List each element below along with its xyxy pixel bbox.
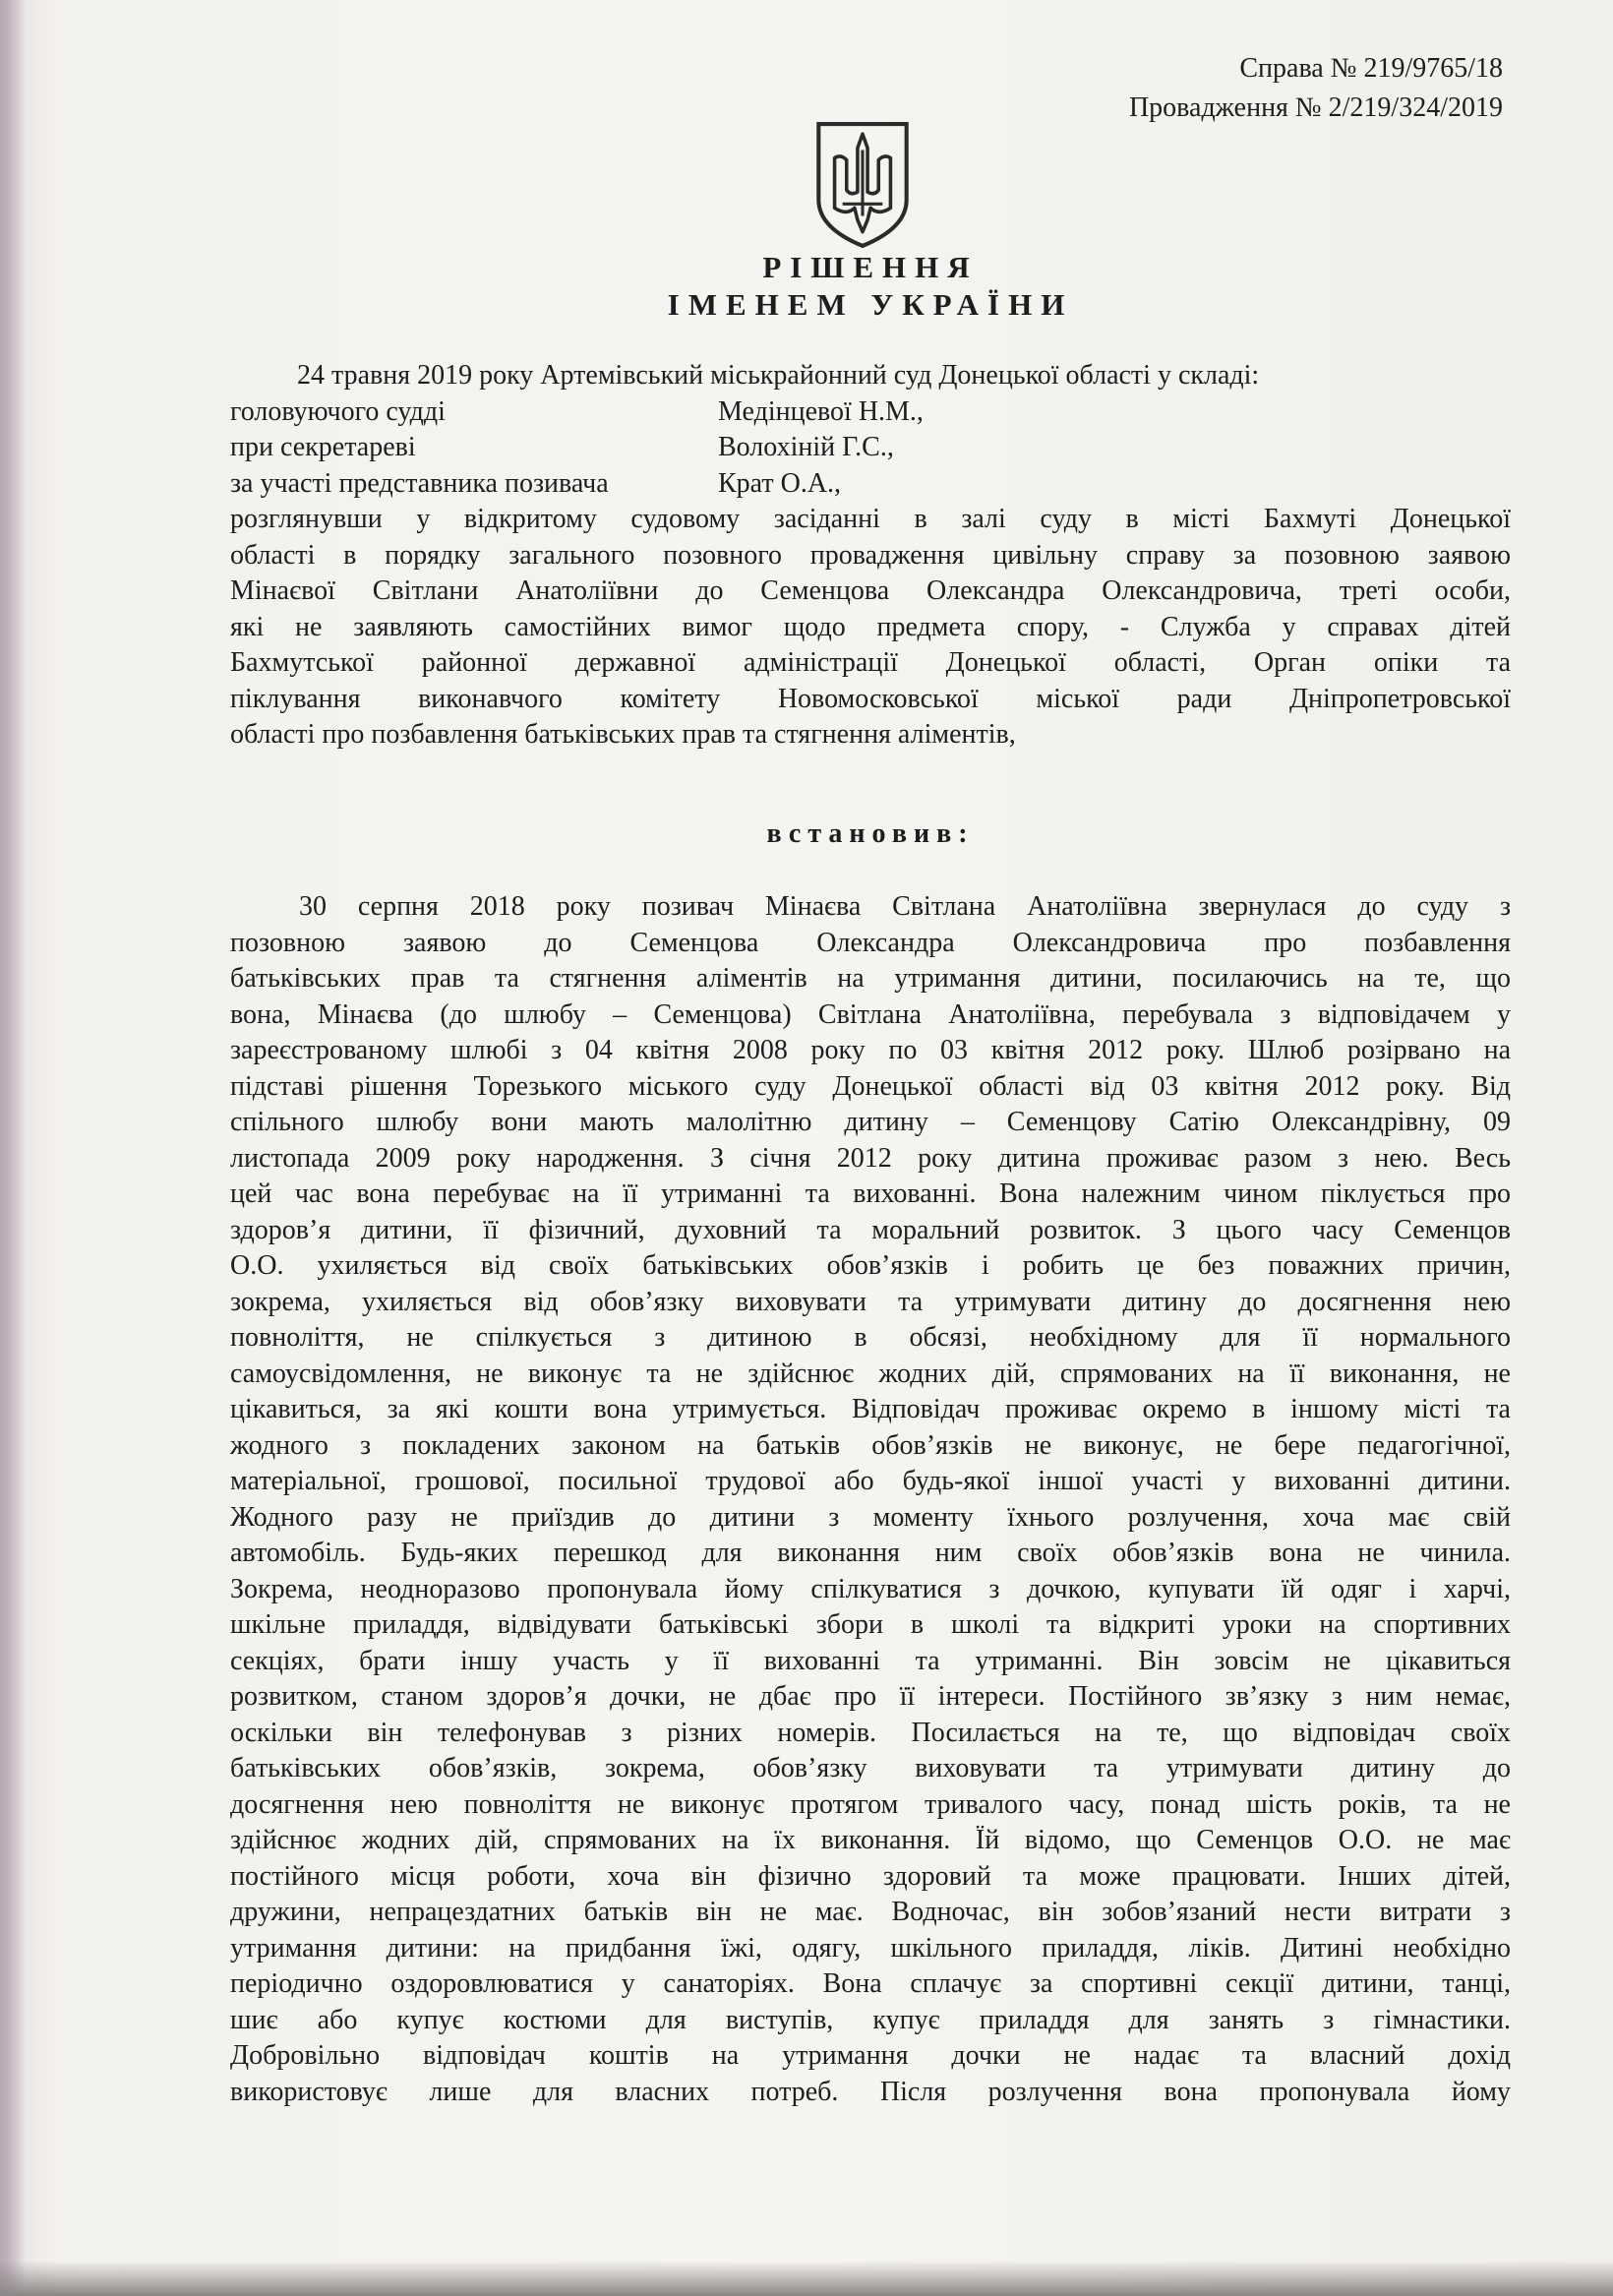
text-line: Зокрема, неодноразово пропонувала йому спілкуватися з дочкою, купувати їй одяг і харчі, xyxy=(230,1573,1511,1604)
decision-subtitle: ІМЕНЕМ УКРАЇНИ xyxy=(667,287,1074,322)
text-line: самоусвідомлення, не виконує та не здійснює жодних дій, спрямованих на її виконання, не xyxy=(230,1358,1511,1389)
panel-label: за участі представника позивача xyxy=(230,467,609,499)
text-line: Жодного разу не приїздив до дитини з моменту їхнього розлучення, хоча має свій xyxy=(230,1501,1511,1533)
text-line: батьківських прав та стягнення аліментів на утримання дитини, посилаючись на те, що xyxy=(230,963,1511,994)
text-line: здоров’я дитини, її фізичний, духовний та моральний розвиток. З цього часу Семенцов xyxy=(230,1214,1511,1245)
text-line: розглянувши у відкритому судовому засіданні в залі суду в місті Бахмуті Донецької xyxy=(230,504,1511,534)
text-line: зокрема, ухиляється від обов’язку виховувати та утримувати дитину до досягнення нею xyxy=(230,1286,1511,1317)
text-line: області в порядку загального позовного провадження цивільну справу за позовною заявою xyxy=(230,539,1511,571)
panel-row-secretary xyxy=(230,430,1511,466)
text-line: області про позбавлення батьківських прав та стягнення аліментів, xyxy=(230,719,1016,750)
text-line: секціях, брати іншу участь у її вихованні та утриманні. Він зовсім не цікавиться xyxy=(230,1645,1511,1676)
text-line: шиє або купує костюми для виступів, купує приладдя для занять з гімнастики. xyxy=(230,2004,1511,2035)
text-line: підставі рішення Торезького міського суду Донецької області від 03 квітня 2012 року. Від xyxy=(230,1070,1511,1102)
case-info xyxy=(1129,49,1503,128)
date-court-line: 24 травня 2019 року Артемівський міськрайонний суд Донецької області у складі: xyxy=(297,360,1260,391)
text-line: досягнення нею повноліття не виконує протягом тривалого часу, понад шість років, та не xyxy=(230,1788,1511,1820)
text-line: утримання дитини: на придбання їжі, одягу, шкільного приладдя, ліків. Дитині необхідно xyxy=(230,1932,1511,1964)
text-line: шкільне приладдя, відвідувати батьківські збори в школі та відкриті уроки на спортивних xyxy=(230,1609,1511,1640)
text-line: автомобіль. Будь-яких перешкод для виконання ним своїх обов’язків вона не чинила. xyxy=(230,1538,1511,1568)
text-line: листопада 2009 року народження. З січня 2012 року дитина проживає разом з нею. Весь xyxy=(230,1142,1511,1174)
text-line: матеріальної, грошової, посильної трудової або будь-якої іншої участі у вихованні дитини. xyxy=(230,1466,1511,1496)
text-line: піклування виконавчого комітету Новомосковської міської ради Дніпропетровської xyxy=(230,683,1511,714)
text-line: дружини, непрацездатних батьків він не має. Водночас, він зобов’язаний нести витрати з xyxy=(230,1897,1511,1927)
text-line: спільного шлюбу вони мають малолітню дитину – Семенцову Сатію Олександрівну, 09 xyxy=(230,1107,1511,1137)
text-line: позовною заявою до Семенцова Олександра Олександровича про позбавлення xyxy=(230,927,1511,958)
panel-value: Крат О.А., xyxy=(718,467,842,499)
body-paragraph xyxy=(230,889,1511,2110)
panel-label: при секретареві xyxy=(230,432,416,462)
intro-paragraph xyxy=(230,358,1511,754)
text-line: Мінаєвої Світлани Анатоліївни до Семенцова Олександра Олександровича, треті особи, xyxy=(230,575,1511,606)
text-line: використовує лише для власних потреб. Після розлучення вона пропонувала йому xyxy=(230,2076,1511,2107)
text-line: здійснює жодних дій, спрямованих на їх виконання. Їй відомо, що Семенцов О.О. не має xyxy=(230,1825,1511,1855)
text-line: розвитком, станом здоров’я дочки, не дбає про її інтереси. Постійного зв’язку з ним немає, xyxy=(230,1681,1511,1712)
text-line: цікавиться, за які кошти вона утримується. Відповідач проживає окремо в іншому місті та xyxy=(230,1394,1511,1424)
text-line: 30 серпня 2018 року позивач Мінаєва Світлана Анатоліївна звернулася до суду з xyxy=(299,891,1511,922)
panel-value: Медінцевої Н.М., xyxy=(718,395,924,427)
text-line: які не заявляють самостійних вимог щодо предмета спору, - Служба у справах дітей xyxy=(230,611,1511,642)
panel-row-judge xyxy=(230,394,1511,431)
text-line: вона, Мінаєва (до шлюбу – Семенцова) Світлана Анатоліївна, перебувала з відповідачем у xyxy=(230,998,1511,1030)
proceeding-number: Провадження № 2/219/324/2019 xyxy=(1128,92,1503,123)
text-line: цей час вона перебуває на її утриманні та вихованні. Вона належним чином піклується про xyxy=(230,1178,1511,1209)
text-line: повноліття, не спілкується з дитиною в обсязі, необхідному для її нормального xyxy=(230,1322,1511,1353)
panel-label: головуючого судді xyxy=(230,395,446,427)
section-heading: встановив: xyxy=(766,818,975,849)
trident-emblem-icon xyxy=(812,120,913,250)
decision-title: РІШЕННЯ xyxy=(762,250,979,284)
text-line: батьківських обов’язків, зокрема, обов’язку виховувати та утримувати дитину до xyxy=(230,1753,1511,1783)
text-line: Добровільно відповідач коштів на утримання дочки не надає та власний дохід xyxy=(230,2040,1511,2071)
text-line: О.О. ухиляється від своїх батьківських обов’язків і робить це без поважних причин, xyxy=(230,1250,1511,1281)
text-line: періодично оздоровлюватися у санаторіях. Вона сплачує за спортивні секції дитини, танці, xyxy=(230,1968,1511,1999)
text-line: зареєстрованому шлюбі з 04 квітня 2008 року по 03 квітня 2012 року. Шлюб розірвано на xyxy=(230,1035,1511,1065)
text-line: Бахмутської районної державної адміністрації Донецької області, Орган опіки та xyxy=(230,647,1511,678)
panel-row-representative xyxy=(230,466,1511,503)
case-number: Справа № 219/9765/18 xyxy=(1239,53,1503,84)
panel-value: Волохіній Г.С., xyxy=(718,432,894,462)
text-line: оскільки він телефонував з різних номерів. Посилається на те, що відповідач своїх xyxy=(230,1717,1511,1748)
text-line: жодного з покладених законом на батьків обов’язків не виконує, не бере педагогічної, xyxy=(230,1429,1511,1461)
text-line: постійного місця роботи, хоча він фізично здоровий та може працювати. Інших дітей, xyxy=(230,1860,1511,1892)
